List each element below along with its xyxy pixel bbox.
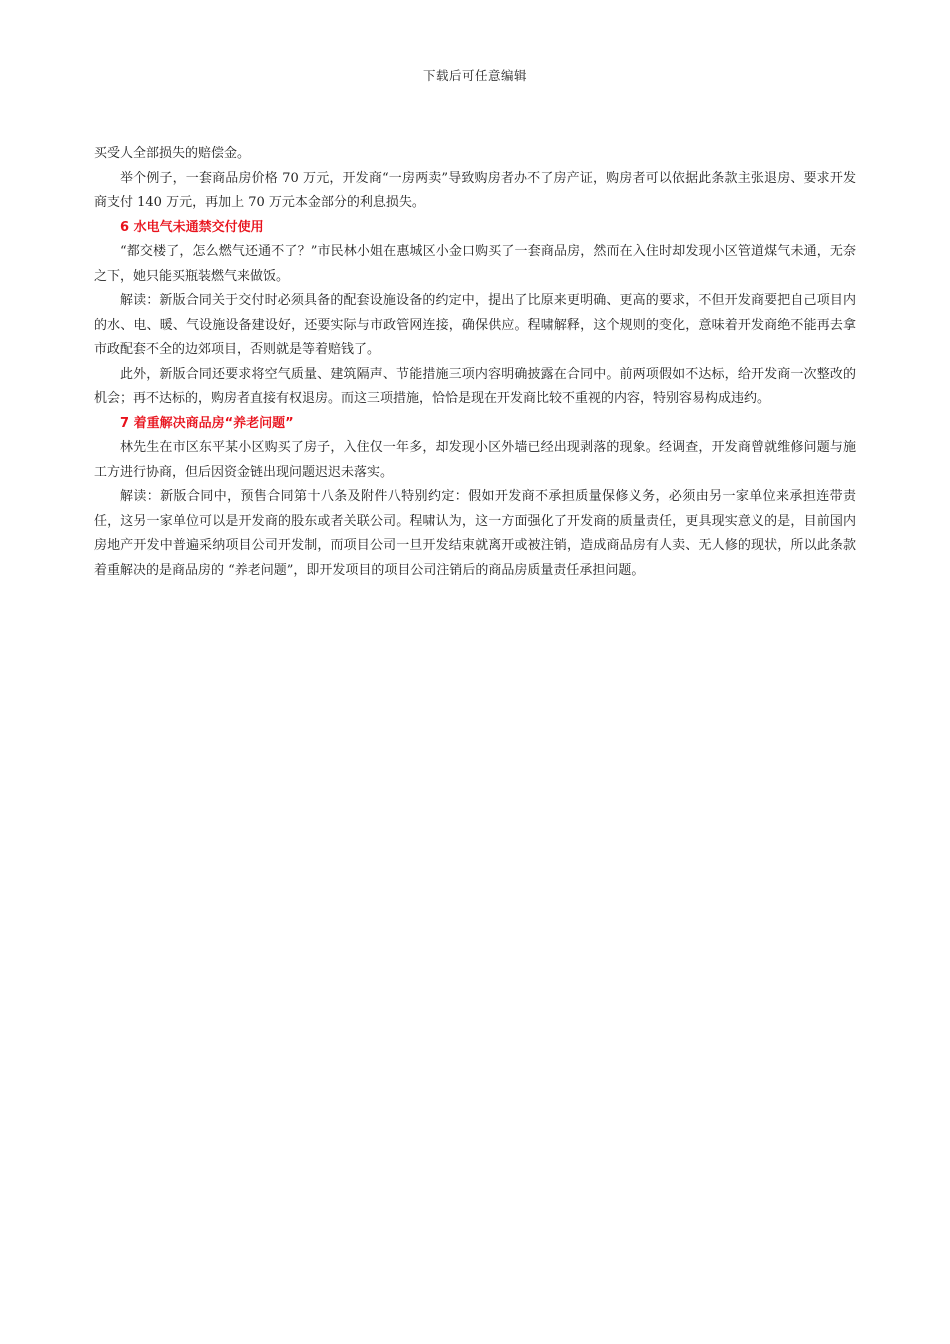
paragraph-gas-case: “都交楼了，怎么燃气还通不了？”市民林小姐在惠城区小金口购买了一套商品房，然而在入住时却发现小区管道煤气未通，无奈之下，她只能买瓶装燃气来做饭。 bbox=[94, 244, 856, 284]
paragraph-interpretation-warranty: 解读：新版合同中，预售合同第十八条及附件八特别约定：假如开发商不承担质量保修义务，必须由另一家单位来承担连带责任，这另一家单位可以是开发商的股东或者关联公司。程啸认为，这一方面强化了开发商的质量责任，更具现实意义的是，目前国内房地产开发中普遍采纳项目公司开发制，而项目公司一旦开发结束就离开或被注销，造成商品房有人卖、无人修的现状，所以此条款着重解决的是商品房的 “养老问题”，即开发项目的项目公司注销后的商品房质量责任承担问题。 bbox=[94, 489, 856, 578]
paragraph-example: 举个例子，一套商品房价格 70 万元，开发商“一房两卖”导致购房者办不了房产证，购房者可以依据此条款主张退房、要求开发商支付 140 万元，再加上 70 万元本金部分的利息损失。 bbox=[94, 170, 856, 210]
paragraph-compensation: 买受人全部损失的赔偿金。 bbox=[94, 146, 251, 161]
section-heading-7: 7 着重解决商品房“养老问题” bbox=[120, 415, 294, 431]
paragraph-wall-case: 林先生在市区东平某小区购买了房子，入住仅一年多，却发现小区外墙已经出现剥落的现象。经调查，开发商曾就维修问题与施工方进行协商，但后因资金链出现问题迟迟未落实。 bbox=[94, 440, 856, 480]
document-body bbox=[94, 142, 856, 583]
paragraph-additional-requirements: 此外，新版合同还要求将空气质量、建筑隔声、节能措施三项内容明确披露在合同中。前两项假如不达标，给开发商一次整改的机会；再不达标的，购房者直接有权退房。而这三项措施，恰恰是现在开发商比较不重视的内容，特别容易构成违约。 bbox=[94, 366, 856, 406]
section-heading-6: 6 水电气未通禁交付使用 bbox=[120, 219, 264, 235]
page-header: 下载后可任意编辑 bbox=[422, 68, 527, 83]
paragraph-interpretation-utilities: 解读：新版合同关于交付时必须具备的配套设施设备的约定中，提出了比原来更明确、更高的要求，不但开发商要把自己项目内的水、电、暖、气设施设备建设好，还要实际与市政管网连接，确保供应。程啸解释，这个规则的变化，意味着开发商绝不能再去拿市政配套不全的边郊项目，否则就是等着赔钱了。 bbox=[94, 293, 856, 357]
